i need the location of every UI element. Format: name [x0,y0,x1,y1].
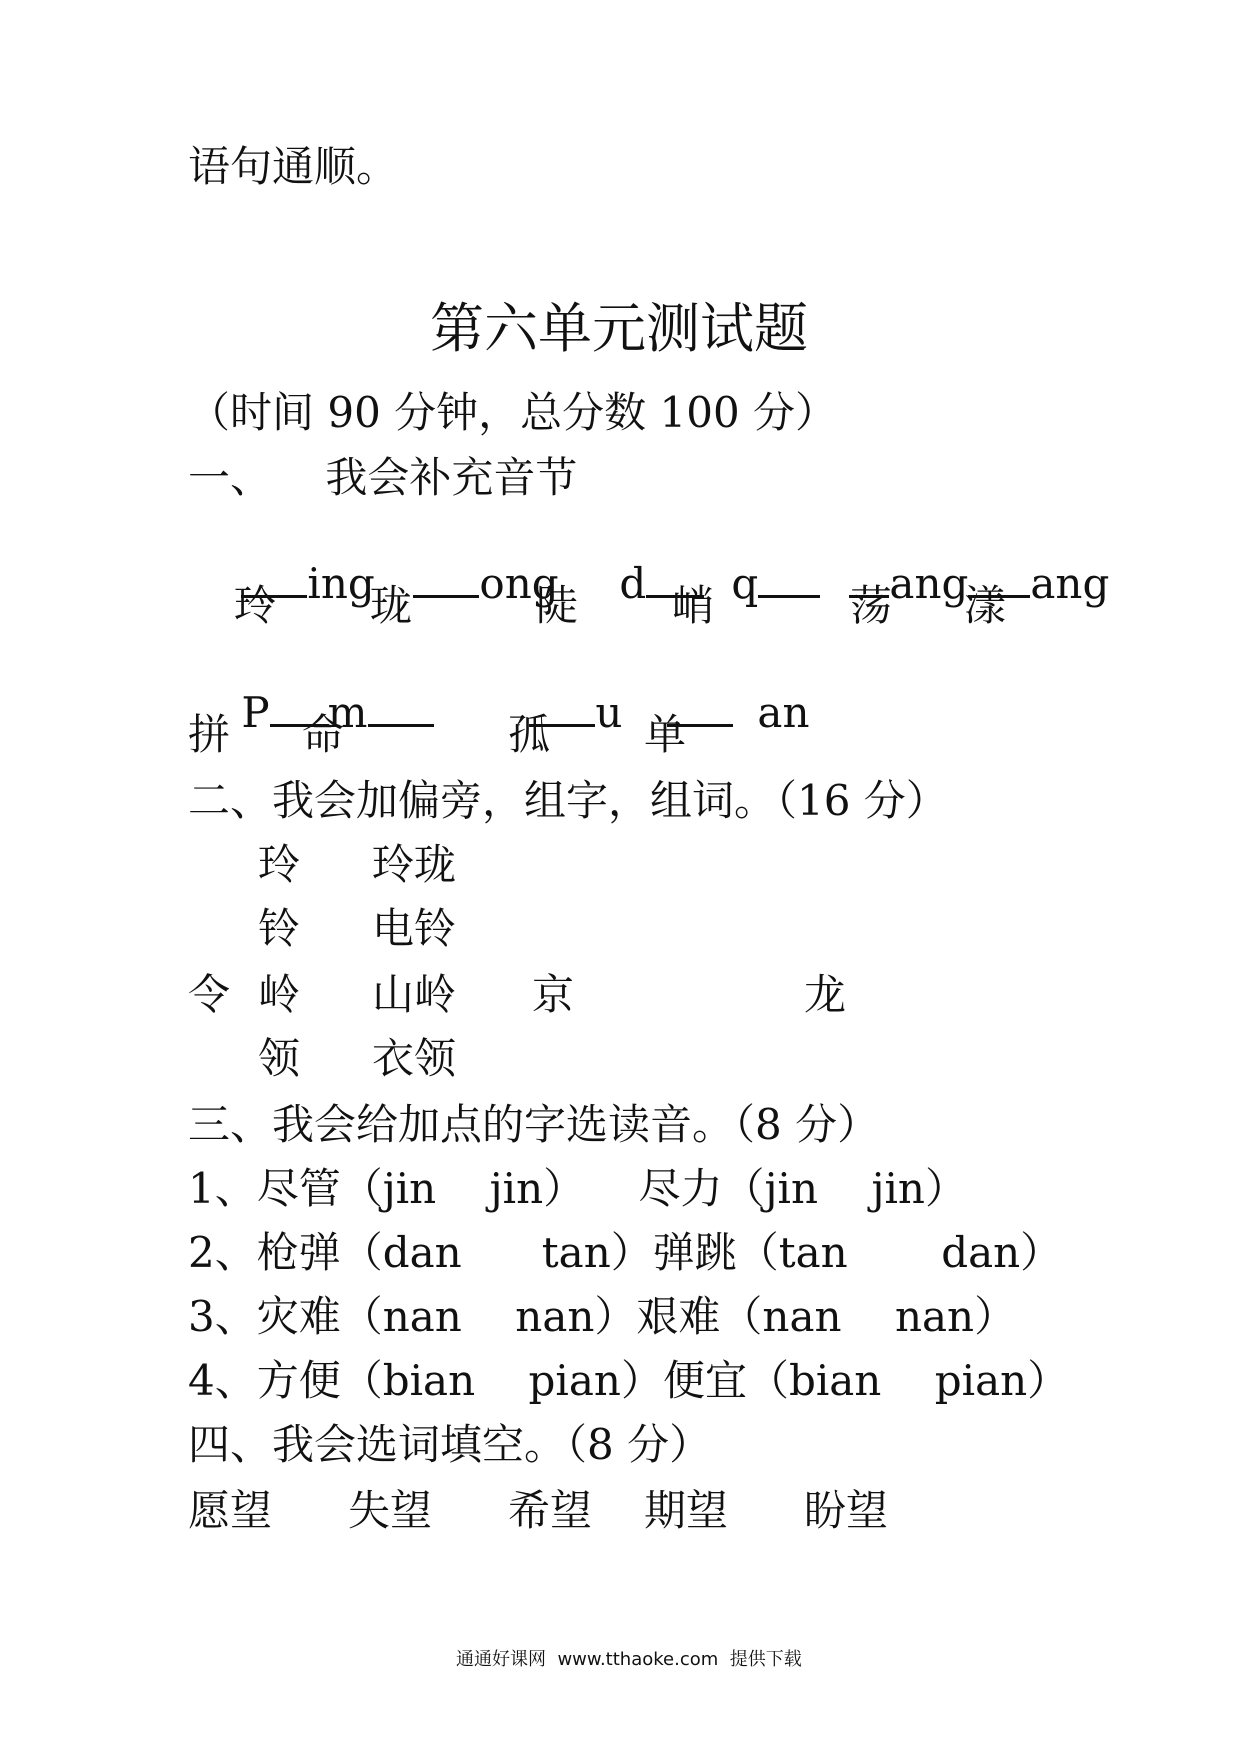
syllable: ang [889,559,969,608]
word-option: 盼望 [804,1486,889,1535]
radical-char: 铃 [258,904,301,953]
syllable: ing [307,559,375,608]
char-doqiao-2: 峭 [672,581,715,630]
char-dangyang-2: 漾 [964,581,1007,630]
pronunciation-line: 1、尽管（jin jin） 尽力（jin jin） [188,1164,967,1213]
previous-text: 语句通顺。 [188,142,399,191]
char-pinming-2: 命 [302,710,345,759]
syllable: m [327,688,368,737]
syllable: d [619,559,647,608]
section-4-heading: 四、我会选词填空。（8 分） [188,1420,712,1469]
section-2-heading: 二、我会加偏旁，组字，组词。（16 分） [188,776,948,825]
base-char-ling: 令 [188,970,231,1019]
word-option: 愿望 [188,1486,273,1535]
syllable: an [757,688,810,737]
syllable: u [595,688,623,737]
blank[interactable] [413,563,479,598]
syllable: q [731,559,759,608]
word-option: 期望 [644,1486,729,1535]
char-doqiao-1: 陡 [536,581,579,630]
radical-char: 领 [258,1034,301,1083]
radical-word: 电铃 [372,904,457,953]
char-pinming-1: 拼 [188,710,231,759]
pronunciation-line: 4、方便（bian pian）便宜（bian pian） [188,1356,1070,1405]
section-3-heading: 三、我会给加点的字选读音。（8 分） [188,1100,880,1149]
blank[interactable] [368,692,434,727]
char-gudan-1: 孤 [508,710,551,759]
char-gudan-2: 单 [644,710,687,759]
char-dangyang-1: 荡 [850,581,893,630]
radical-char: 岭 [258,970,301,1019]
radical-char: 玲 [258,840,301,889]
radical-word: 衣领 [372,1034,457,1083]
page-title: 第六单元测试题 [430,297,808,360]
syllable-row-1e [796,521,1109,647]
pronunciation-line: 3、灾难（nan nan）艰难（nan nan） [188,1292,1017,1341]
syllable: ong [479,559,559,608]
word-option: 希望 [508,1486,593,1535]
char-linglong-2: 珑 [370,581,413,630]
char-linglong-1: 玲 [234,581,277,630]
syllable: P [241,688,270,737]
syllable-row-1 [188,521,375,647]
pronunciation-line: 2、枪弹（dan tan）弹跳（tan dan） [188,1228,1063,1277]
subtitle: （时间 90 分钟，总分数 100 分） [188,388,838,437]
base-char-jing: 京 [532,970,575,1019]
radical-word: 玲珑 [372,840,457,889]
base-char-long: 龙 [804,970,847,1019]
word-option: 失望 [348,1486,433,1535]
section-1-heading: 一、 我会补充音节 [188,453,578,502]
footer-source: 通通好课网 www.tthaoke.com 提供下载 [456,1649,802,1670]
syllable: ang [1030,559,1110,608]
radical-word: 山岭 [372,970,457,1019]
